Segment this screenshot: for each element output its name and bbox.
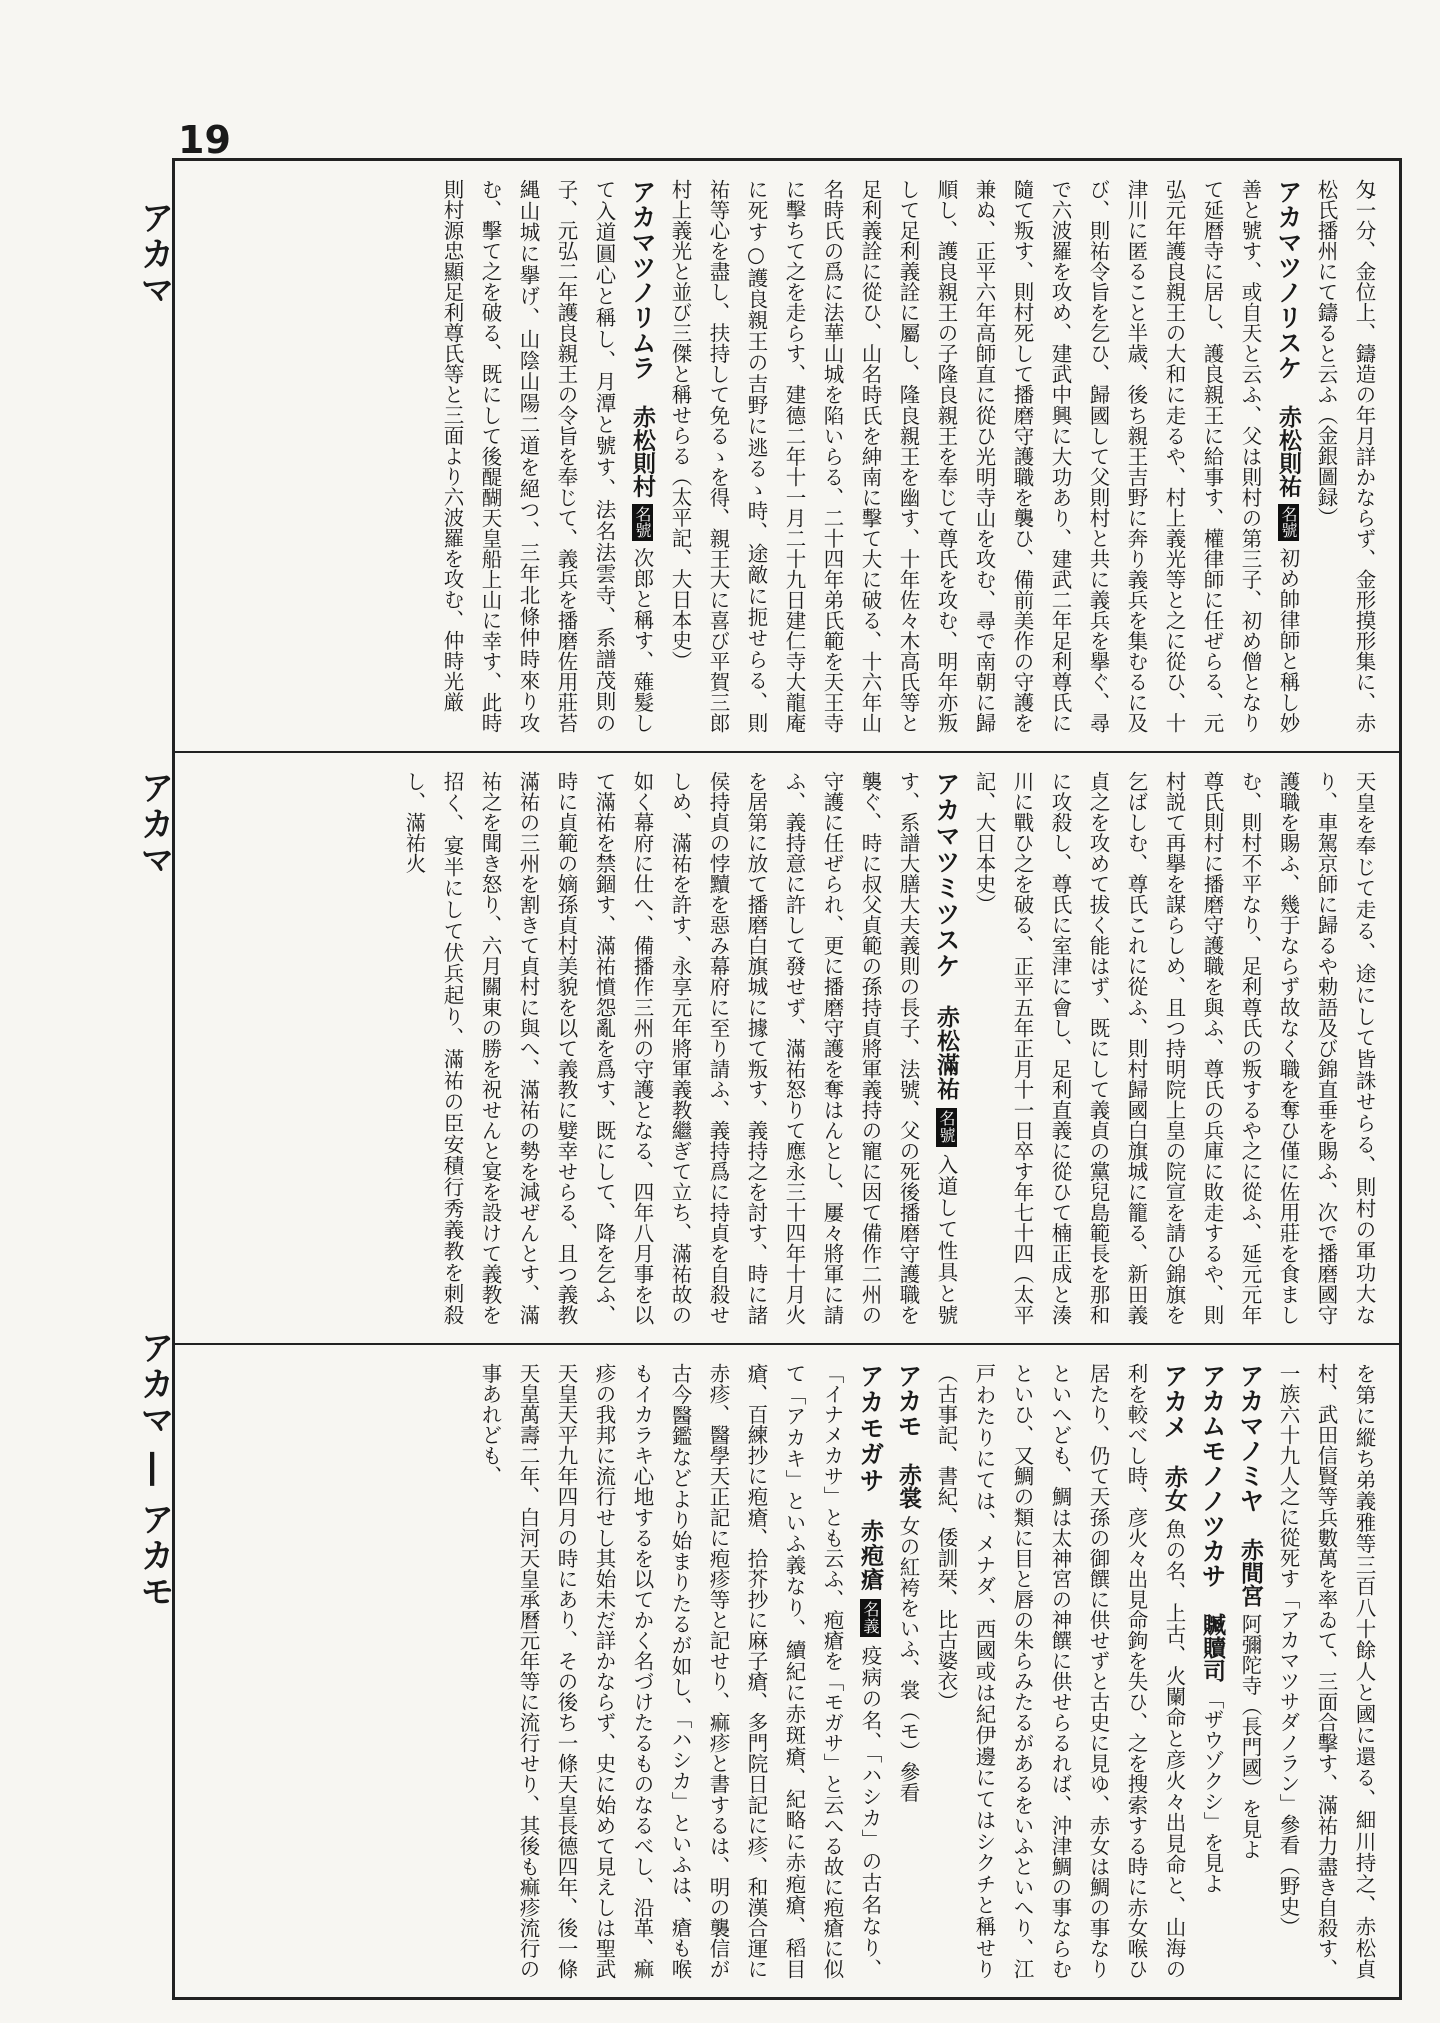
entry-body: 「ザウゾクシ」を見よ xyxy=(1200,1688,1224,1894)
entry-kanji: 赤松則村 xyxy=(629,405,656,498)
band-bottom-text xyxy=(471,1363,1383,1979)
entry-body: 疫病の名、「ハシカ」の古名なり、「イナメカサ」とも云ふ、疱瘡を「モガサ」と云へる故に疱瘡に似て「アカキ」といふ義なり、續紀に赤斑瘡、紀略に赤疱瘡、稻目瘡、百練抄に疱瘡、拾芥抄に麻子瘡、多門院日記に疹、和漢合運に赤疹、醫學天正記に疱疹等と記せり、痲疹と書するは、明の襲信が古今醫鑑などより始まりたるが如し、「ハシカ」といふは、瘡も喉もイカラキ心地するを以てかく名づけたるものなるべし、沿革、痲疹の我邦に流行せし其始未だ詳かならず、史に始めて見えしは聖武天皇天平九年四月の時にあり、その後ち一條天皇長德四年、後一條天皇萬壽二年、白河天皇承曆元年等に流行せり、其後も痲疹流行の事あれども、 xyxy=(478,1363,882,1979)
margin-tag-top: アカマ xyxy=(134,200,174,308)
entry-tag: 名號 xyxy=(633,506,652,539)
band-top-text xyxy=(433,179,1383,733)
entry-tag: 名號 xyxy=(937,1110,956,1145)
entry-norisuke xyxy=(661,179,1307,733)
entry-headword: アカモ xyxy=(894,1363,923,1438)
entry-akame xyxy=(927,1363,1193,1979)
entry-body: 阿彌陀寺（長門國）を見よ xyxy=(1238,1613,1262,1860)
entry-continuation: を第に縱ち弟義雅等三百八十餘人と國に還る、細川持之、赤松貞村、武田信賢等兵數萬を率ゐて、三面合擊す、滿祐力盡き自殺す、一族六十九人之に從死す「アカマツサダノラン」參看（野史） xyxy=(1276,1363,1376,1979)
entry-headword: アカマツノリムラ xyxy=(628,179,657,381)
band-top xyxy=(175,161,1399,753)
entry-headword: アカマノミヤ xyxy=(1236,1363,1265,1513)
entry-continuation: 匁一分、金位上、鑄造の年月詳かならず、金形摸形集に、赤松氏播州にて鑄ると云ふ（金銀圖録） xyxy=(1314,179,1376,733)
entry-kanji: 赤間宮 xyxy=(1237,1537,1264,1607)
entry-kanji: 赤松則祐 xyxy=(1275,405,1302,498)
entry-body: 次郎と稱す、薙髮して入道圓心と稱し、月潭と號す、法名法雲寺、系譜茂則の子、元弘二年護良親王の令旨を奉じて、義兵を播磨佐用莊苔縄山城に擧げ、山陰山陽二道を絕つ、三年北條仲時來り攻む、擊て之を破る、既にして後醍醐天皇船上山に幸す、此時則村源忠顯足利尊氏等と三面より六波羅を攻む、仲時光厳 xyxy=(440,179,654,733)
entry-kanji: 赤裳 xyxy=(895,1462,922,1509)
entry-body: 女の紅袴をいふ、裳（モ）參看 xyxy=(896,1515,920,1803)
entry-mitsusuke xyxy=(395,771,965,1325)
entry-kanji: 赤疱瘡 xyxy=(857,1519,884,1592)
dictionary-frame xyxy=(172,158,1402,2000)
entry-headword: アカムモノノツカサ xyxy=(1198,1363,1227,1588)
entry-tsukasa xyxy=(1193,1363,1231,1979)
entry-continuation: 天皇を奉じて走る、途にして皆誅せらる、則村の軍功大なり、車駕京師に歸るや勅語及び錦直垂を賜ふ、次で播磨國守護職を賜ふ、幾于ならず故なく職を奪ひ僅に佐用莊を食ましむ、則村不平なり、足利尊氏の叛するや之に從ふ、延元元年尊氏則村に播磨守護職を與ふ、尊氏の兵庫に敗走するや、則村説て再擧を謀らしめ、且つ持明院上皇の院宣を請ひ錦旗を乞ばしむ、尊氏これに從ふ、則村歸國白旗城に籠る、新田義貞之を攻めて拔く能はず、既にして義貞の黨兒島範長を那和に攻殺し、尊氏に室津に會し、足利直義に從ひて楠正成と湊川に戰ひ之を破る、正平五年正月十一日卒す年七十四（太平記、大日本史） xyxy=(972,771,1376,1325)
entry-mamiya xyxy=(1231,1363,1269,1979)
entry-headword: アカマツミツスケ xyxy=(932,771,961,980)
entry-body: 入道して性具と號す、系譜大膳大夫義則の長子、法號、父の死後播磨守護職を襲ぐ、時に叔父貞範の孫持貞將軍義持の寵に因て備作二州の守護に任ぜられ、更に播磨守護を奪はんとし、屢々將軍に請ふ、義持意に許して發せず、滿祐怒りて應永三十四年十月火を居第に放て播磨白旗城に據て叛す、義持之を討す、時に諸侯持貞の悖黷を惡み幕府に至り請ふ、義持爲に持貞を自殺せしめ、滿祐を許す、永享元年將軍義教繼ぎて立ち、滿祐故の如く幕府に仕へ、備播作三州の守護となる、四年八月事を以て滿祐を禁錮す、滿祐憤怨亂を爲す、既にして、降を乞ふ、時に貞範の嫡孫貞村美貌を以て義教に嬖幸せらる、且つ義教滿祐の三州を割きて貞村に與へ、滿祐の勢を減ぜんとす、滿祐之を聞き怒り、六月關東の勝を祝せんと宴を設けて義教を招く、宴半にして伏兵起り、滿祐の臣安積行秀義教を刺殺し、滿祐火 xyxy=(402,771,958,1325)
entry-akamo xyxy=(889,1363,927,1979)
entry-norimura xyxy=(433,179,661,733)
entry-tag: 名義 xyxy=(861,1601,880,1636)
entry-body: 初め帥律師と稱し妙善と號す、或自天と云ふ、父は則村の第三子、初め僧となりて延暦寺に居し、護良親王に給事す、權律師に任ぜらる、元弘元年護良親王の大和に走るや、村上義光等と之に從ひ、十津川に匿ること半歳、後ち親王吉野に奔り義兵を集むるに及び、則祐令旨を乞ひ、歸國して父則村と共に義兵を擧ぐ、尋で六波羅を攻め、建武中興に大功あり、建武二年足利尊氏に隨て叛す、則村死して播磨守護職を襲ひ、備前美作の守護を兼ぬ、正平六年高師直に從ひ光明寺山を攻む、尋で南朝に歸順し、護良親王の子隆良親王を奉じて尊氏を攻む、明年亦叛して足利義詮に屬し、隆良親王を幽す、十年佐々木高氏等と足利義詮に從ひ、山名時氏を紳南に擊て大に破る、十六年山名時氏の爲に法華山城を陷いらる、二十四年弟氏範を天王寺に擊ちて之を走らす、建德二年十一月二十九日建仁寺大龍庵に死す○護良親王の吉野に逃るゝ時、途敵に扼せらる、則祐等心を盡し、扶持して免るゝを得、親王大に喜び平賀三郎村上義光と並び三傑と稱せらる（太平記、大日本史） xyxy=(668,179,1300,733)
entry-kanji: 赤松滿祐 xyxy=(933,1004,960,1101)
margin-tag-bottom: アカマ ― アカモ xyxy=(134,1330,174,1610)
band-bottom xyxy=(175,1345,1399,1997)
entry-body: 魚の名、上古、火闌命と彦火々出見命と、山海の利を較べし時、彦火々出見命鉤を失ひ、之を搜索する時に赤女喉ひ居たり、仍て天孫の御饌に供せずと古史に見ゆ、赤女は鯛の事なりといへども、鯛は太神宮の神饌に供せらるれば、沖津鯛の事ならむといひ、又鯛の類に目と唇の朱らみたるがあるをいふといへり、江戸わたりにては、メナダ、西國或は紀伊邊にてはシクチと稱せり（古事記、書紀、倭訓栞、比古婆衣） xyxy=(934,1363,1186,1979)
entry-headword: アカメ xyxy=(1160,1363,1189,1440)
margin-tag-middle: アカマ xyxy=(134,770,174,878)
page-number: 19 xyxy=(178,118,231,162)
entry-kanji: 贓贖司 xyxy=(1199,1612,1226,1682)
entry-headword: アカマツノリスケ xyxy=(1274,179,1303,381)
entry-mogasa xyxy=(471,1363,889,1979)
band-middle-text xyxy=(395,771,1383,1325)
entry-kanji: 赤女 xyxy=(1161,1464,1188,1512)
entry-tag: 名號 xyxy=(1279,506,1298,539)
entry-headword: アカモガサ xyxy=(856,1363,885,1494)
band-middle xyxy=(175,753,1399,1345)
